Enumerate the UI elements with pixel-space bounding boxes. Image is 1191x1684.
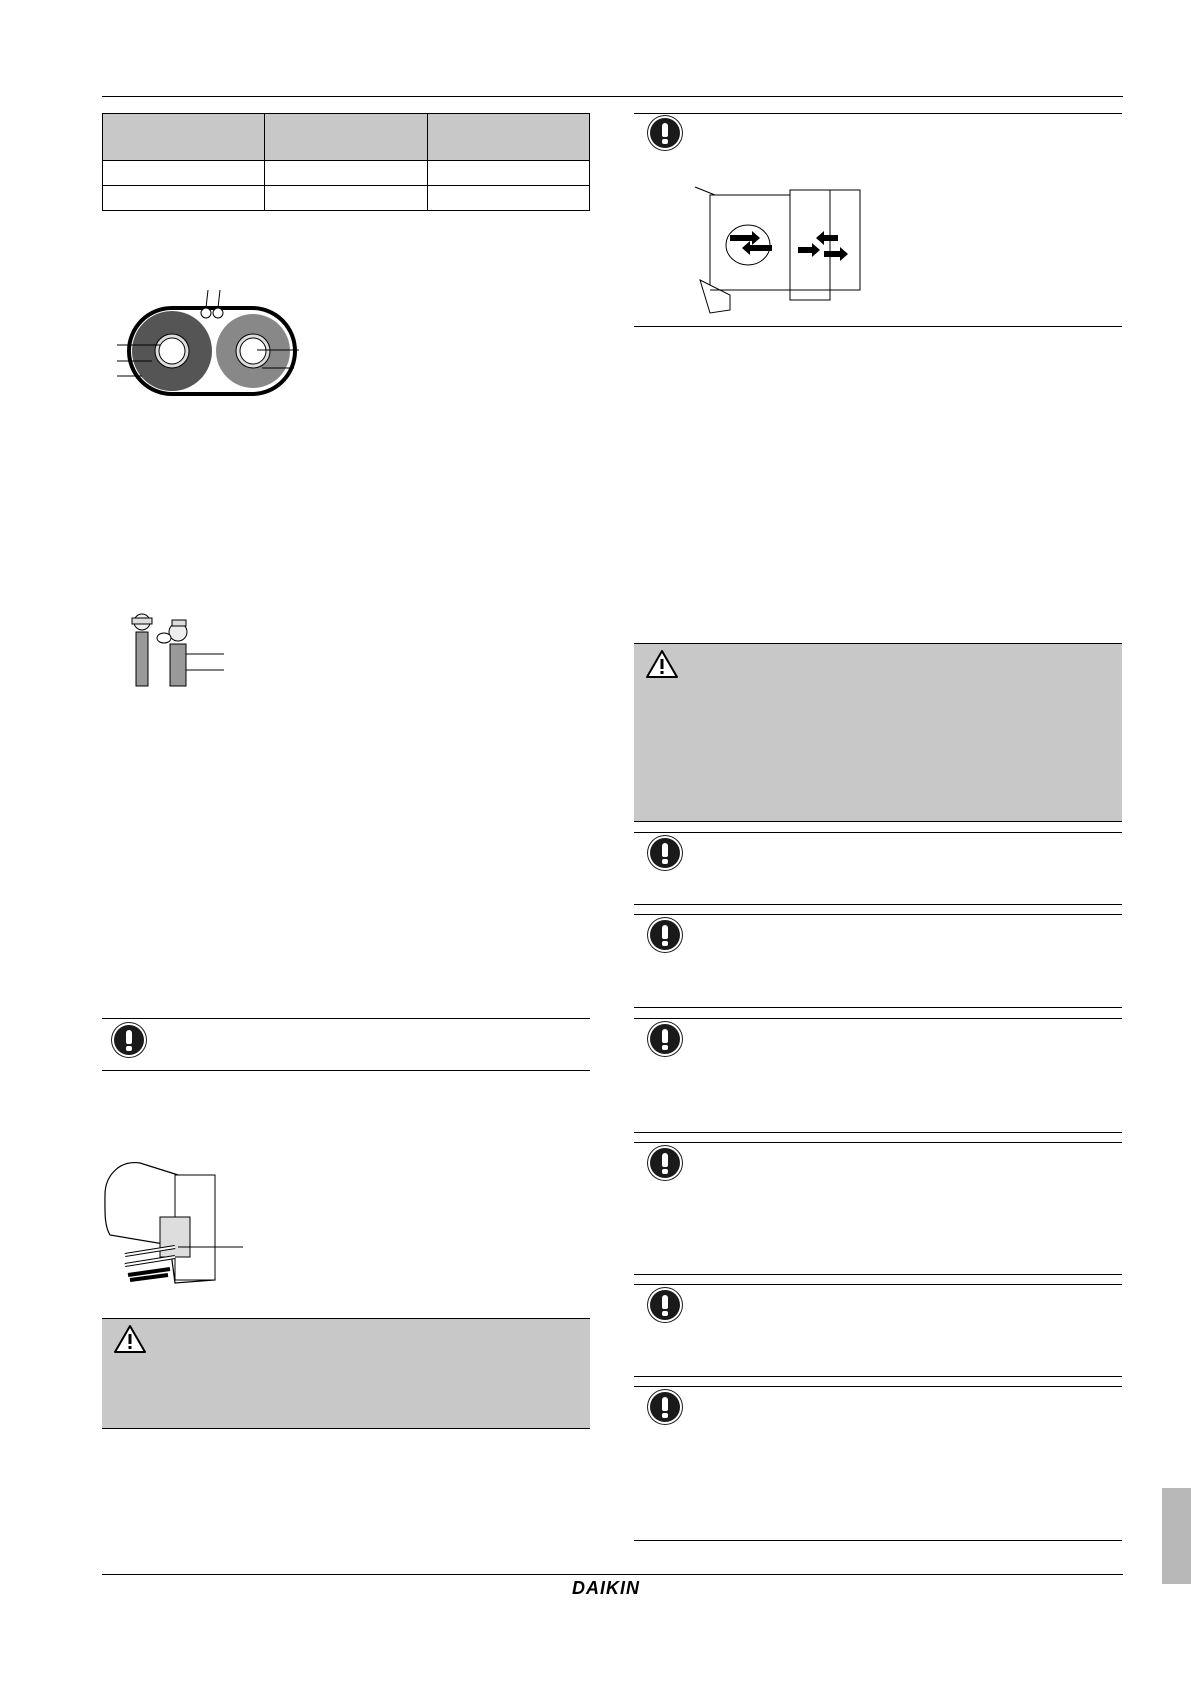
warning-box (634, 643, 1122, 821)
notice-rule-bottom (634, 1274, 1122, 1275)
notice-rule-top (634, 113, 1122, 114)
exclamation-circle-icon (650, 1148, 680, 1178)
exclamation-circle-icon (650, 838, 680, 868)
table-cell (103, 161, 265, 186)
notice-rule-bottom (102, 1070, 590, 1071)
notice-rule-top (634, 914, 1122, 915)
table-header-row (103, 114, 590, 161)
notice-rule-bottom (634, 904, 1122, 905)
table-header-cell (265, 114, 427, 161)
warning-rule-bottom (102, 1428, 590, 1429)
warning-rule-bottom (634, 821, 1122, 822)
notice-rule-bottom (634, 326, 1122, 327)
notice-rule-bottom (634, 1376, 1122, 1377)
table-header-cell (427, 114, 589, 161)
notice-rule-top (634, 1386, 1122, 1387)
table-row (103, 186, 590, 211)
notice-rule-bottom (634, 1132, 1122, 1133)
exclamation-circle-icon (114, 1025, 144, 1055)
unit-corner-illustration (690, 185, 870, 320)
warning-rule-top (634, 643, 1122, 644)
exclamation-circle-icon (650, 1290, 680, 1320)
warning-rule-top (102, 1318, 590, 1319)
notice-rule-top (634, 1284, 1122, 1285)
notice-rule-bottom (634, 1007, 1122, 1008)
table-cell (427, 161, 589, 186)
warning-box (102, 1318, 590, 1428)
notice-rule-bottom (634, 1540, 1122, 1541)
pipe-penetration-illustration (100, 1155, 250, 1285)
table-cell (427, 186, 589, 211)
pipe-insulation-illustration (112, 290, 302, 400)
exclamation-circle-icon (650, 920, 680, 950)
table-cell (265, 186, 427, 211)
warning-triangle-icon (645, 649, 679, 679)
header-rule (102, 96, 1123, 97)
daikin-logo: DAIKIN (572, 1578, 640, 1598)
table-row (103, 161, 590, 186)
table-header-cell (103, 114, 265, 161)
notice-rule-top (102, 1018, 590, 1019)
notice-rule-top (634, 1142, 1122, 1143)
notice-rule-top (634, 1018, 1122, 1019)
warning-triangle-icon (113, 1324, 147, 1354)
data-table (102, 113, 590, 211)
notice-rule-top (634, 832, 1122, 833)
exclamation-circle-icon (650, 1392, 680, 1422)
exclamation-circle-icon (650, 1024, 680, 1054)
exclamation-circle-icon (650, 118, 680, 148)
section-side-tab (1162, 1488, 1191, 1584)
table-cell (265, 161, 427, 186)
stop-valve-illustration (130, 608, 230, 688)
table-cell (103, 186, 265, 211)
footer-rule (102, 1574, 1123, 1575)
